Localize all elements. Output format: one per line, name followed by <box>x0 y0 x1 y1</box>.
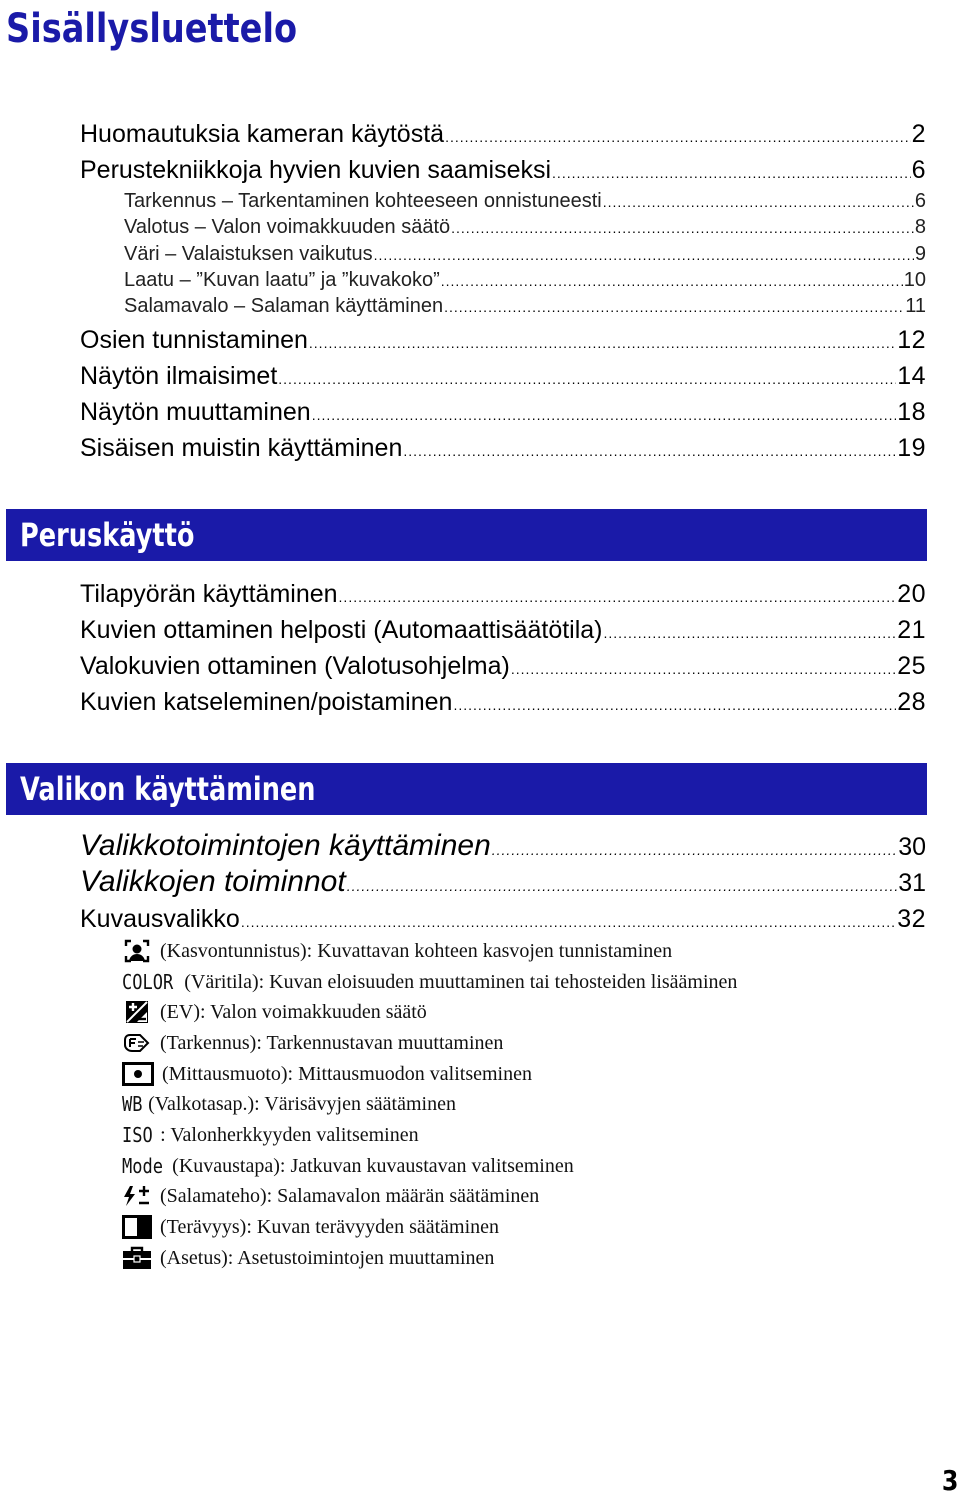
toc-page-number: 12 <box>897 326 926 354</box>
menu-item-white-balance[interactable] <box>122 1089 456 1119</box>
dot-leader <box>309 326 896 360</box>
flash-level-icon <box>122 1183 152 1209</box>
toc-entry-ilmaisimet[interactable] <box>80 359 926 393</box>
toc-entry-text: Laatu – ”Kuvan laatu” ja ”kuvakoko” <box>124 269 440 291</box>
toc-entry-text: Kuvien katseleminen/poistaminen <box>80 688 453 716</box>
toc-page-number: 6 <box>914 190 926 212</box>
menu-item-color-mode[interactable] <box>122 967 737 997</box>
dot-leader <box>241 905 896 939</box>
toc-entry-text: Valikkojen toiminnot <box>80 865 346 898</box>
dot-leader <box>511 652 896 686</box>
menu-item-text: (Asetus): Asetustoimintojen muuttaminen <box>160 1247 495 1269</box>
toc-page-number: 19 <box>897 434 926 462</box>
menu-item-face-detection[interactable] <box>122 936 672 966</box>
toc-entry-text: Tarkennus – Tarkentaminen kohteeseen onnistuneesti <box>124 190 602 212</box>
drive-mode-icon: Mode <box>122 1154 163 1178</box>
focus-icon <box>122 1030 152 1056</box>
menu-item-text: (Mittausmuoto): Mittausmuodon valitseminen <box>162 1063 532 1085</box>
toc-subentry-laatu[interactable] <box>124 267 926 294</box>
toc-entry-text: Näytön ilmaisimet <box>80 362 278 390</box>
menu-item-flash-level[interactable] <box>122 1181 539 1211</box>
toc-page-number: 6 <box>911 156 926 184</box>
toc-entry-muuttaminen[interactable] <box>80 395 926 429</box>
menu-item-text: (Salamateho): Salamavalon määrän säätäminen <box>160 1185 540 1207</box>
toc-entry-text: Valotus – Valon voimakkuuden säätö <box>124 216 451 238</box>
toc-subentry-tarkennus[interactable] <box>124 188 926 215</box>
dot-leader <box>339 580 897 614</box>
toc-page-number: 21 <box>897 616 926 644</box>
menu-item-text: : Valonherkkyyden valitseminen <box>160 1124 419 1146</box>
toc-page-number: 25 <box>897 652 926 680</box>
toc-entry-muisti[interactable] <box>80 431 926 465</box>
toc-entry-tilapyora[interactable] <box>80 577 926 611</box>
toc-page-number: 31 <box>898 869 926 897</box>
menu-item-iso[interactable] <box>122 1120 419 1150</box>
menu-item-text: (Väritila): Kuvan eloisuuden muuttaminen tai tehosteiden lisääminen <box>184 971 738 993</box>
exposure-value-icon <box>122 999 152 1025</box>
toc-page-number: 10 <box>903 269 926 291</box>
dot-leader <box>441 268 903 295</box>
menu-item-text: (Terävyys): Kuvan terävyyden säätäminen <box>160 1216 500 1238</box>
white-balance-icon: WB <box>122 1092 143 1116</box>
toc-entry-text: Kuvien ottaminen helposti (Automaattisäätötila) <box>80 616 603 644</box>
toc-entry-text: Valokuvien ottaminen (Valotusohjelma) <box>80 652 510 680</box>
menu-item-ev[interactable] <box>122 997 427 1027</box>
toc-page-number: 18 <box>897 398 926 426</box>
toc-subentry-valotus[interactable] <box>124 214 926 241</box>
toc-page-number: 2 <box>911 120 926 148</box>
dot-leader <box>312 398 897 432</box>
toc-entry-text: Kuvausvalikko <box>80 905 240 933</box>
toc-entry-valikkojen-toiminnot[interactable] <box>80 863 926 901</box>
menu-item-text: (EV): Valon voimakkuuden säätö <box>160 1001 427 1023</box>
dot-leader <box>603 189 914 216</box>
toc-entry-automaattisaatotila[interactable] <box>80 613 926 647</box>
dot-leader <box>604 616 897 650</box>
toc-entry-valikkotoimintojen[interactable] <box>80 827 926 865</box>
toc-entry-text: Näytön muuttaminen <box>80 398 311 426</box>
toc-page-number: 8 <box>914 216 926 238</box>
menu-item-setup[interactable] <box>122 1243 494 1273</box>
iso-icon: ISO <box>122 1123 153 1147</box>
menu-item-text: (Valkotasap.): Värisävyjen säätäminen <box>148 1093 456 1115</box>
dot-leader <box>451 215 914 242</box>
toc-entry-huomautuksia[interactable] <box>80 117 926 151</box>
dot-leader <box>444 294 904 321</box>
toc-entry-text: Tilapyörän käyttäminen <box>80 580 338 608</box>
toc-entry-kuvausvalikko[interactable] <box>80 902 926 936</box>
toc-page-number: 20 <box>897 580 926 608</box>
menu-item-metering[interactable] <box>122 1059 532 1089</box>
toc-entry-osien[interactable] <box>80 323 926 357</box>
color-mode-icon: COLOR <box>122 970 174 994</box>
toc-entry-text: Valikkotoimintojen käyttäminen <box>80 829 491 862</box>
section-header-peruskaytto <box>6 509 927 561</box>
toc-entry-text: Osien tunnistaminen <box>80 326 308 354</box>
toc-entry-valotusohjelma[interactable] <box>80 649 926 683</box>
toc-page-number: 28 <box>897 688 926 716</box>
section-header-valikon-kayttaminen <box>6 763 927 815</box>
section-heading: Valikon käyttäminen <box>20 770 316 808</box>
sharpness-icon <box>122 1214 152 1240</box>
dot-leader <box>403 434 896 468</box>
dot-leader <box>374 242 914 269</box>
toc-page-number: 32 <box>897 905 926 933</box>
toc-entry-text: Sisäisen muistin käyttäminen <box>80 434 403 462</box>
dot-leader <box>347 867 897 905</box>
toc-entry-text: Salamavalo – Salaman käyttäminen <box>124 295 444 317</box>
toc-entry-text: Väri – Valaistuksen vaikutus <box>124 243 373 265</box>
metering-mode-icon <box>122 1061 154 1087</box>
face-detection-icon <box>122 938 152 964</box>
toc-page-number: 30 <box>898 833 926 861</box>
toc-entry-text: Huomautuksia kameran käytöstä <box>80 120 445 148</box>
toc-entry-text: Perustekniikkoja hyvien kuvien saamiseksi <box>80 156 552 184</box>
menu-item-text: (Tarkennus): Tarkennustavan muuttaminen <box>160 1032 504 1054</box>
menu-item-text: (Kasvontunnistus): Kuvattavan kohteen kasvojen tunnistaminen <box>160 940 673 962</box>
page-title: Sisällysluettelo <box>6 6 298 52</box>
menu-item-sharpness[interactable] <box>122 1212 499 1242</box>
section-heading: Peruskäyttö <box>20 516 195 554</box>
setup-toolbox-icon <box>122 1245 152 1271</box>
toc-entry-perustekniikkoja[interactable] <box>80 153 926 187</box>
toc-subentry-salamavalo[interactable] <box>124 293 926 320</box>
toc-subentry-vari[interactable] <box>124 241 926 268</box>
menu-item-focus[interactable] <box>122 1028 503 1058</box>
toc-page-number: 11 <box>905 295 926 317</box>
toc-page-number: 14 <box>897 362 926 390</box>
page-number: 3 <box>941 1464 958 1497</box>
toc-page-number: 9 <box>914 243 926 265</box>
dot-leader <box>445 120 911 154</box>
toc-entry-katseleminen[interactable] <box>80 685 926 719</box>
dot-leader <box>453 688 896 722</box>
dot-leader <box>552 156 911 190</box>
menu-item-drive-mode[interactable] <box>122 1151 574 1181</box>
menu-item-text: (Kuvaustapa): Jatkuvan kuvaustavan valitseminen <box>172 1155 574 1177</box>
dot-leader <box>278 362 896 396</box>
